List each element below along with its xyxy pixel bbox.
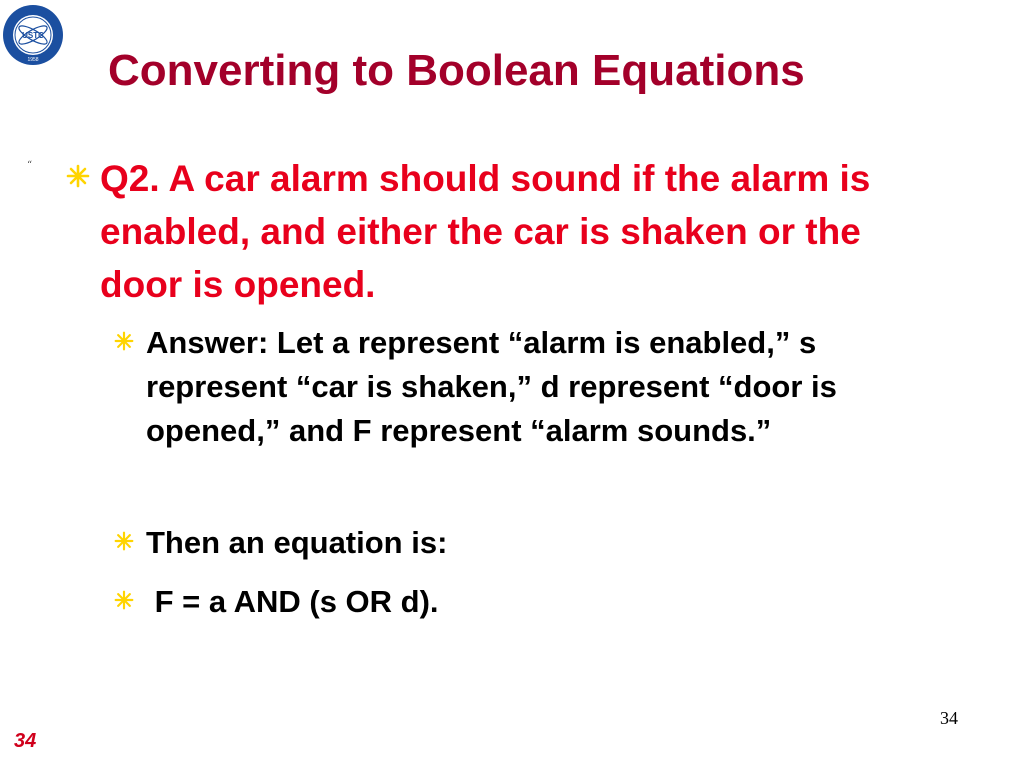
university-seal-logo [2, 4, 64, 66]
answer-bullet [114, 321, 914, 453]
starburst-bullet-icon [114, 531, 134, 551]
starburst-bullet-icon [66, 164, 90, 188]
then-text: Then an equation is: [146, 525, 448, 560]
logo-text: USTC [22, 31, 44, 40]
equation-bullet [114, 580, 914, 624]
page-number: 34 [940, 708, 958, 728]
then-bullet [114, 521, 914, 565]
answer-text: Answer: Let a represent “alarm is enabled,” s represent “car is shaken,” d represent “door is opened,” and F represent “alarm sounds.” [146, 325, 846, 448]
slide-title: Converting to Boolean Equations [108, 46, 805, 95]
question-bullet [66, 152, 916, 311]
slide-number: 34 [14, 730, 37, 752]
question-text: Q2. A car alarm should sound if the alarm is enabled, and either the car is shaken or the door is opened. [100, 158, 871, 305]
logo-year: 1958 [27, 57, 39, 63]
starburst-bullet-icon [114, 590, 134, 610]
equation-text: F = a AND (s OR d). [146, 584, 439, 619]
margin-mark: “ [27, 160, 33, 171]
starburst-bullet-icon [114, 331, 134, 351]
